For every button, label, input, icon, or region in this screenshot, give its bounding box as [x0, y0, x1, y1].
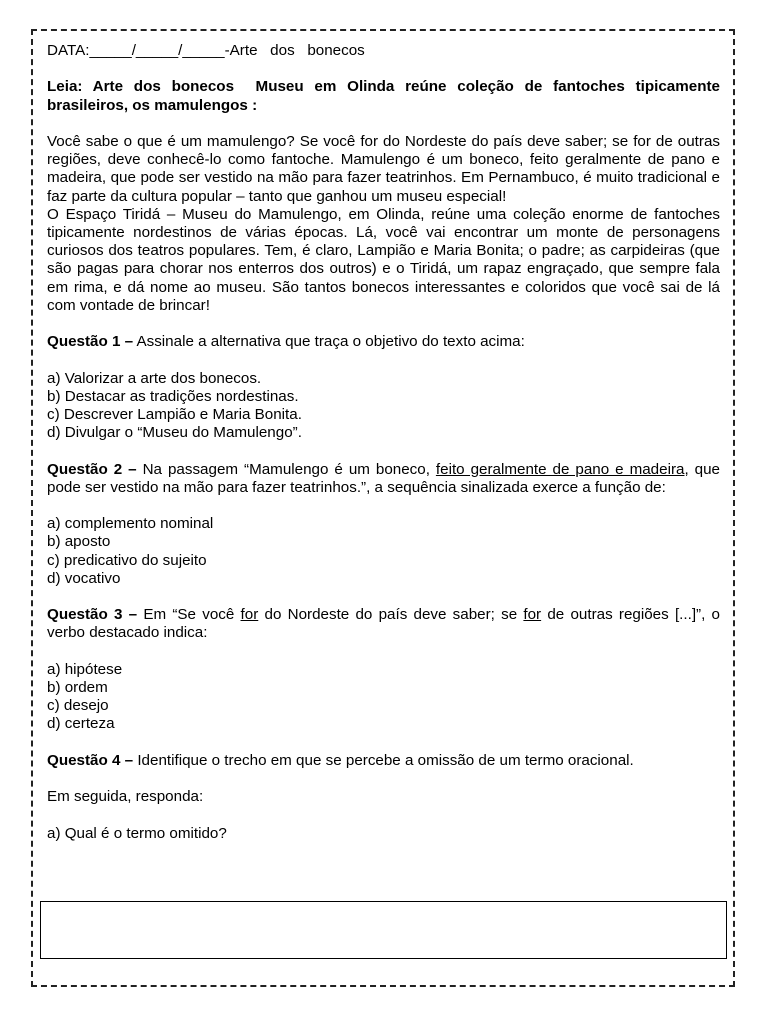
question-2-option-b: b) aposto: [47, 533, 111, 551]
reading-title: Leia: Arte dos bonecos Museu em Olinda reúne coleção de fantoches tipicamente brasileiros, os mamulengos :: [47, 78, 720, 114]
reading-paragraph-1: Você sabe o que é um mamulengo? Se você for do Nordeste do país deve saber; se for de outras regiões, deve conhecê-lo como fantoche. Mamulengo é um boneco, feito geralmente de pano e madeira, que pode ser vestido na mão para fazer teatrinhos. Em Pernambuco, é muito tradicional e faz parte da cultura popular – tanto que ganhou um museu especial!: [47, 132, 720, 205]
question-2-prompt: Questão 2 – Na passagem “Mamulengo é um boneco, feito geralmente de pano e madeira, que pode ser vestido na mão para fazer teatrinhos.”, a sequência sinalizada exerce a função de:: [47, 460, 720, 496]
question-2-label: Questão 2 –: [47, 460, 137, 478]
question-3-option-b: b) ordem: [47, 678, 108, 696]
question-1-option-b: b) Destacar as tradições nordestinas.: [47, 387, 299, 405]
question-3-underlined-verb-2: for: [523, 606, 542, 624]
question-3-prompt: Questão 3 – Em “Se você for do Nordeste do país deve saber; se for de outras regiões [...]”, o verbo destacado indica:: [47, 606, 720, 642]
question-4-prompt: Questão 4 – Identifique o trecho em que se percebe a omissão de um termo oracional.: [47, 751, 634, 769]
date-line: DATA:_____/_____/_____-Arte dos bonecos: [47, 42, 365, 59]
question-3-underlined-verb-1: for: [240, 606, 259, 624]
question-2-option-d: d) vocativo: [47, 569, 121, 587]
question-3-option-a: a) hipótese: [47, 660, 123, 678]
question-1-option-a: a) Valorizar a arte dos bonecos.: [47, 369, 262, 387]
question-3-option-c: c) desejo: [47, 697, 109, 715]
reading-paragraph-2: O Espaço Tiridá – Museu do Mamulengo, em Olinda, reúne uma coleção enorme de fantoches tipicamente nordestinos de várias épocas. Lá, você vai encontrar um monte de personagens curiosos dos teatros populares. Tem, é claro, Lampião e Maria Bonita; o padre; as carpideiras (que são pagas para chorar nos enterros dos outros) e o Tiridá, um rapaz engraçado, que sempre fala em rima, e dá nome ao museu. São tantos bonecos interessantes e coloridos que você sai de lá com vontade de brincar!: [47, 205, 720, 314]
question-1-label: Questão 1 –: [47, 333, 134, 351]
question-2-option-c: c) predicativo do sujeito: [47, 551, 207, 569]
question-2-option-a: a) complemento nominal: [47, 515, 214, 533]
answer-box[interactable]: [40, 901, 727, 959]
question-4-sub-a: a) Qual é o termo omitido?: [47, 824, 227, 842]
question-1-option-d: d) Divulgar o “Museu do Mamulengo”.: [47, 424, 302, 442]
question-2-underlined-phrase: feito geralmente de pano e madeira: [435, 460, 685, 478]
question-4-label: Questão 4 –: [47, 751, 134, 769]
question-3-option-d: d) certeza: [47, 715, 115, 733]
worksheet-content: [47, 42, 720, 843]
question-3-label: Questão 3 –: [47, 606, 138, 624]
question-4-followup: Em seguida, responda:: [47, 788, 204, 806]
question-1-prompt: Questão 1 – Assinale a alternativa que traça o objetivo do texto acima:: [47, 333, 525, 351]
question-1-option-c: c) Descrever Lampião e Maria Bonita.: [47, 406, 302, 423]
